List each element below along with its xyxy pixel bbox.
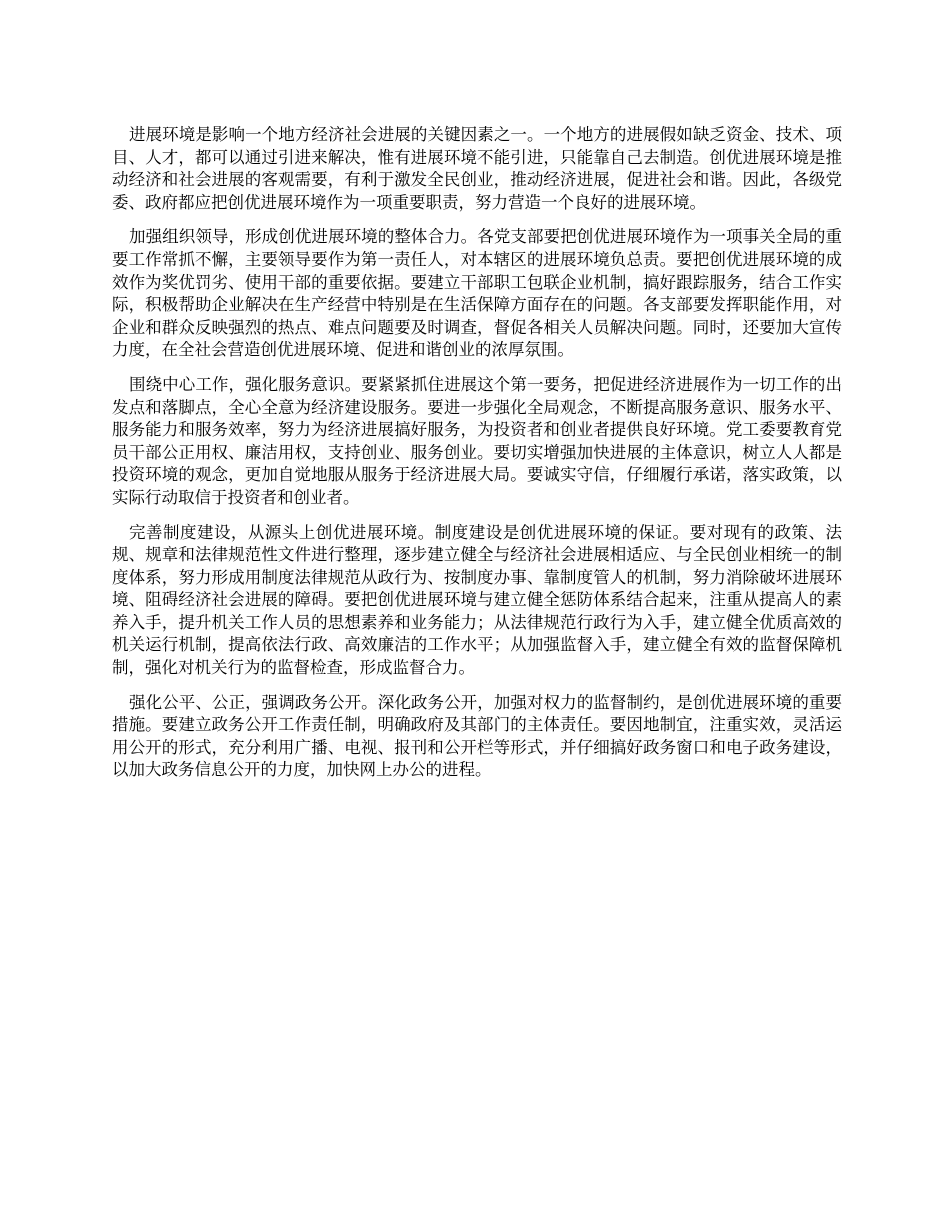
paragraph-service: 围绕中心工作，强化服务意识。要紧紧抓住进展这个第一要务，把促进经济进展作为一切工作的出发点和落脚点，全心全意为经济建设服务。要进一步强化全局观念，不断提高服务意识、服务水平、服务能力和服务效率，努力为经济进展搞好服务，为投资者和创业者提供良好环境。党工委要教育党员干部公正用权、廉洁用权，支持创业、服务创业。要切实增强加快进展的主体意识，树立人人都是投资环境的观念，更加自觉地服从服务于经济进展大局。要诚实守信，仔细履行承诺，落实政策，以实际行动取信于投资者和创业者。 [112,374,842,507]
document-body [112,124,842,794]
paragraph-transparency: 强化公平、公正，强调政务公开。深化政务公开，加强对权力的监督制约，是创优进展环境的重要措施。要建立政务公开工作责任制，明确政府及其部门的主体责任。要因地制宜，注重实效，灵活运用公开的形式，充分利用广播、电视、报刊和公开栏等形式，并仔细搞好政务窗口和电子政务建设，以加大政务信息公开的力度，加快网上办公的进程。 [112,692,842,780]
paragraph-intro: 进展环境是影响一个地方经济社会进展的关键因素之一。一个地方的进展假如缺乏资金、技术、项目、人才，都可以通过引进来解决，惟有进展环境不能引进，只能靠自己去制造。创优进展环境是推动经济和社会进展的客观需要，有利于激发全民创业，推动经济进展，促进社会和谐。因此，各级党委、政府都应把创优进展环境作为一项重要职责，努力营造一个良好的进展环境。 [112,125,842,212]
paragraph-leadership: 加强组织领导，形成创优进展环境的整体合力。各党支部要把创优进展环境作为一项事关全局的重要工作常抓不懈，主要领导要作为第一责任人，对本辖区的进展环境负总责。要把创优进展环境的成效作为奖优罚劣、使用干部的重要依据。要建立干部职工包联企业机制，搞好跟踪服务，结合工作实际，积极帮助企业解决在生产经营中特别是在生活保障方面存在的问题。各支部要发挥职能作用，对企业和群众反映强烈的热点、难点问题要及时调查，督促各相关人员解决问题。同时，还要加大宣传力度，在全社会营造创优进展环境、促进和谐创业的浓厚氛围。 [112,227,842,360]
paragraph-institution: 完善制度建设，从源头上创优进展环境。制度建设是创优进展环境的保证。要对现有的政策、法规、规章和法律规范性文件进行整理，逐步建立健全与经济社会进展相适应、与全民创业相统一的制度体系，努力形成用制度法律规范从政行为、按制度办事、靠制度管人的机制，努力消除破坏进展环境、阻碍经济社会进展的障碍。要把创优进展环境与建立健全惩防体系结合起来，注重从提高人的素养入手，提升机关工作人员的思想素养和业务能力；从法律规范行政行为入手，建立健全优质高效的机关运行机制，提高依法行政、高效廉洁的工作水平；从加强监督入手，建立健全有效的监督保障机制，强化对机关行为的监督检查，形成监督合力。 [112,522,842,678]
